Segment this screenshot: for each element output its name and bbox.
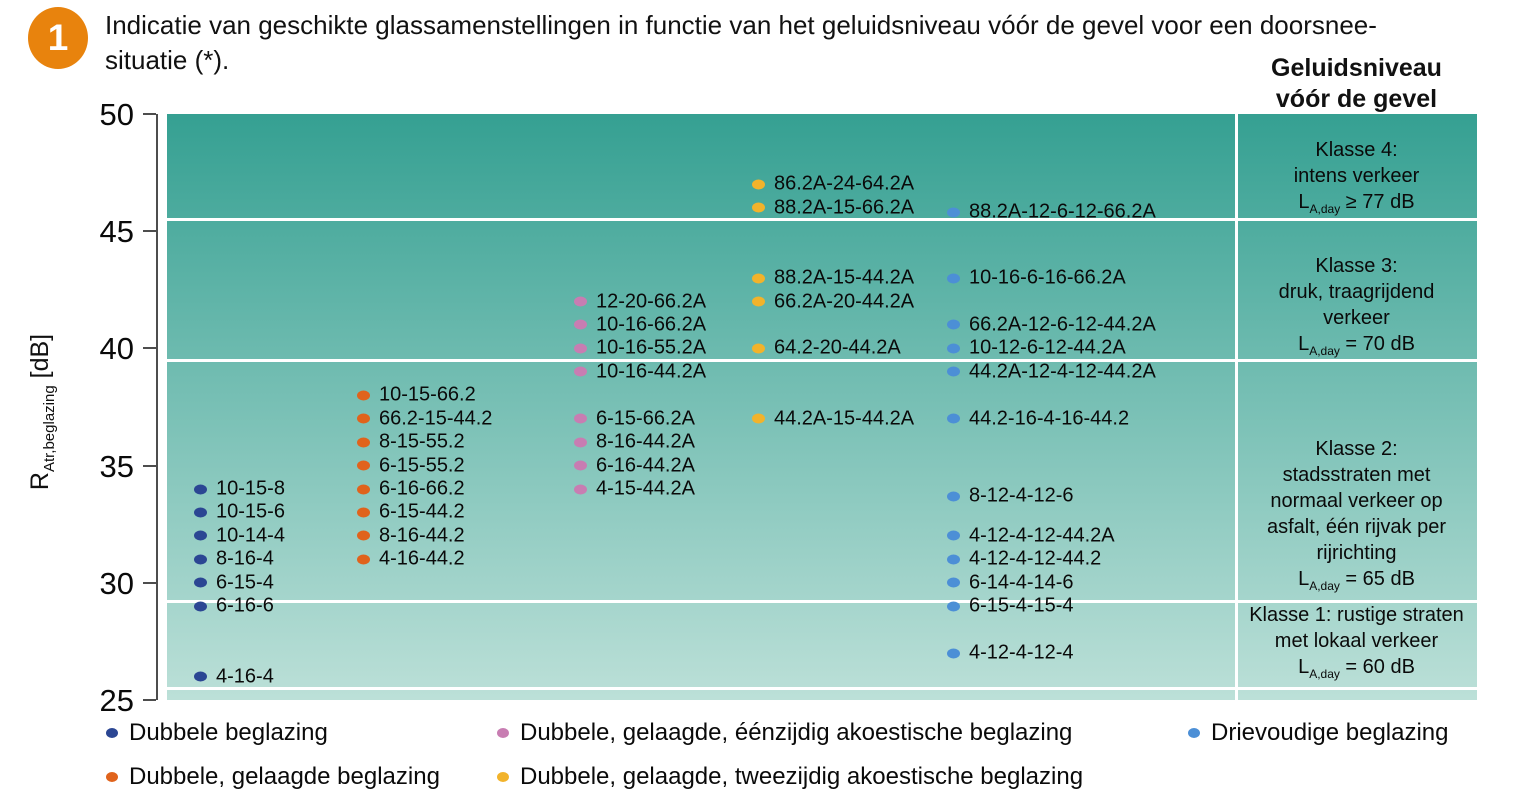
data-point-dot xyxy=(947,320,960,330)
data-point-dot xyxy=(752,297,765,307)
y-axis-label-subscript: Atr,beglazing xyxy=(41,385,58,473)
data-point-label: 10-15-8 xyxy=(216,477,285,500)
y-tick-mark xyxy=(143,347,156,349)
figure-number-badge: 1 xyxy=(28,7,88,69)
data-point-label: 6-15-4-15-4 xyxy=(969,594,1074,617)
data-point-dot xyxy=(194,484,207,494)
data-point-dot xyxy=(752,273,765,283)
data-point-label: 44.2A-15-44.2A xyxy=(774,407,915,430)
data-point-dot xyxy=(947,531,960,541)
y-tick-mark xyxy=(143,113,156,115)
y-tick-mark xyxy=(143,582,156,584)
data-point xyxy=(947,571,1074,594)
data-point xyxy=(947,337,1126,360)
data-point-dot xyxy=(357,531,370,541)
data-point xyxy=(357,524,465,547)
y-tick-label: 35 xyxy=(99,448,134,484)
data-point-label: 44.2-16-4-16-44.2 xyxy=(969,407,1130,430)
data-point xyxy=(357,501,465,524)
class-band-text-line: asfalt, één rijvak per xyxy=(1267,515,1446,538)
legend-label: Dubbele beglazing xyxy=(129,719,328,746)
data-point-dot xyxy=(752,203,765,213)
figure-title-line-2: situatie (*). xyxy=(105,45,230,75)
data-point xyxy=(574,478,695,501)
legend-item xyxy=(1188,719,1449,747)
y-axis-label xyxy=(26,334,58,490)
data-point xyxy=(947,642,1074,665)
data-point-dot xyxy=(947,554,960,564)
data-point-dot xyxy=(574,297,587,307)
y-axis-line xyxy=(156,114,158,700)
data-point-label: 6-16-44.2A xyxy=(596,454,695,477)
data-point-label: 4-16-4 xyxy=(216,665,274,688)
data-point xyxy=(752,407,914,430)
data-point xyxy=(574,360,706,383)
data-point-dot xyxy=(947,367,960,377)
data-point-dot xyxy=(947,578,960,588)
data-point-dot xyxy=(357,414,370,424)
data-point xyxy=(357,431,465,454)
data-point-dot xyxy=(947,601,960,611)
class-band-text-line: rijrichting xyxy=(1316,541,1397,564)
sound-level-column-header xyxy=(1236,53,1477,115)
class-band-level-line: $L_{A,day} = 65$ dB xyxy=(1298,567,1415,593)
data-point-dot xyxy=(947,343,960,353)
data-point xyxy=(574,290,706,313)
class-band-level-line: $L_{A,day} \ge 77$ dB xyxy=(1298,191,1415,217)
data-point-label: 4-12-4-12-4 xyxy=(969,641,1074,664)
data-point-label: 4-16-44.2 xyxy=(379,547,465,570)
data-point xyxy=(947,548,1101,571)
y-tick-label: 30 xyxy=(99,565,134,601)
class-band-text-line: Klasse 4: xyxy=(1315,139,1398,162)
data-point-dot xyxy=(752,343,765,353)
data-point-dot xyxy=(194,507,207,517)
data-point-label: 44.2A-12-4-12-44.2A xyxy=(969,360,1156,383)
data-point-dot xyxy=(357,437,370,447)
data-point-label: 8-15-55.2 xyxy=(379,430,465,453)
data-point xyxy=(357,548,465,571)
data-point xyxy=(574,313,706,336)
data-point-dot xyxy=(574,437,587,447)
data-point xyxy=(947,360,1156,383)
legend-dot xyxy=(497,728,509,738)
legend-item xyxy=(497,763,1083,791)
data-point xyxy=(947,595,1074,618)
data-point-label: 66.2A-20-44.2A xyxy=(774,290,915,313)
data-point-label: 6-15-55.2 xyxy=(379,454,465,477)
data-point-dot xyxy=(947,273,960,283)
data-point-label: 8-16-4 xyxy=(216,547,274,570)
data-point xyxy=(357,384,476,407)
data-point-label: 6-16-66.2 xyxy=(379,477,465,500)
class-band-text-line: stadsstraten met xyxy=(1282,463,1431,486)
data-point-label: 12-20-66.2A xyxy=(596,290,707,313)
data-point-label: 10-15-66.2 xyxy=(379,383,476,406)
data-point-dot xyxy=(947,648,960,658)
data-point xyxy=(947,313,1156,336)
data-point xyxy=(194,548,274,571)
data-point xyxy=(752,290,914,313)
sound-level-header-line-1: Geluidsniveau xyxy=(1271,54,1442,82)
data-point-label: 88.2A-12-6-12-66.2A xyxy=(969,200,1156,223)
legend-dot xyxy=(1188,728,1200,738)
legend-label: Dubbele, gelaagde, éénzijdig akoestische beglazing xyxy=(520,719,1073,746)
data-point-dot xyxy=(357,507,370,517)
class-band-text-line: normaal verkeer op xyxy=(1270,489,1443,512)
data-point-dot xyxy=(357,484,370,494)
data-point xyxy=(357,454,465,477)
y-tick-label: 25 xyxy=(99,683,134,718)
data-point-label: 88.2A-15-44.2A xyxy=(774,266,915,289)
data-point xyxy=(194,524,285,547)
data-point-label: 8-16-44.2 xyxy=(379,524,465,547)
data-point-label: 8-12-4-12-6 xyxy=(969,484,1074,507)
legend-dot xyxy=(106,728,118,738)
data-point-label: 10-14-4 xyxy=(216,524,285,547)
data-point xyxy=(574,407,695,430)
data-point-label: 88.2A-15-66.2A xyxy=(774,196,915,219)
class-band-text-line: Klasse 1: rustige straten xyxy=(1249,604,1464,627)
figure-title xyxy=(105,8,1377,78)
y-tick-label: 50 xyxy=(99,97,134,132)
class-band-text-line: met lokaal verkeer xyxy=(1274,630,1439,653)
legend-item xyxy=(106,763,440,791)
data-point xyxy=(752,173,914,196)
data-point-label: 10-15-6 xyxy=(216,500,285,523)
data-point xyxy=(947,267,1126,290)
data-point-label: 66.2A-12-6-12-44.2A xyxy=(969,313,1156,336)
y-tick-label: 40 xyxy=(99,331,134,367)
class-band-text-line: druk, traagrijdend xyxy=(1278,281,1435,304)
data-point xyxy=(947,201,1156,224)
figure-title-line-1: Indicatie van geschikte glassamenstellingen in functie van het geluidsniveau vóór de gevel voor een doorsnee- xyxy=(105,10,1377,40)
data-point xyxy=(194,501,285,524)
class-band-level-line: $L_{A,day} = 60$ dB xyxy=(1298,656,1415,682)
data-point-dot xyxy=(752,414,765,424)
data-point xyxy=(752,196,914,219)
data-point xyxy=(752,337,901,360)
data-point-dot xyxy=(357,390,370,400)
data-point-dot xyxy=(947,414,960,424)
sound-level-header-line-2: vóór de gevel xyxy=(1275,85,1438,113)
data-point-label: 4-12-4-12-44.2 xyxy=(969,547,1102,570)
y-tick-mark xyxy=(143,230,156,232)
y-axis-label-unit: [dB] xyxy=(26,333,54,386)
legend-item xyxy=(497,719,1072,747)
y-tick-mark xyxy=(143,699,156,701)
data-point-label: 6-15-44.2 xyxy=(379,500,465,523)
data-point-label: 10-16-55.2A xyxy=(596,336,707,359)
data-point-dot xyxy=(574,367,587,377)
legend-item xyxy=(106,719,328,747)
data-point-label: 86.2A-24-64.2A xyxy=(774,172,915,195)
class-band-text-line: intens verkeer xyxy=(1293,165,1420,188)
data-point xyxy=(752,267,914,290)
data-point-dot xyxy=(194,578,207,588)
plot-area xyxy=(167,114,1477,700)
data-point-dot xyxy=(194,601,207,611)
data-point-label: 10-16-66.2A xyxy=(596,313,707,336)
data-point xyxy=(194,571,274,594)
class-band-text xyxy=(1236,219,1477,360)
data-point xyxy=(357,478,465,501)
data-point xyxy=(574,454,695,477)
data-point-label: 6-16-6 xyxy=(216,594,274,617)
data-point-label: 8-16-44.2A xyxy=(596,430,695,453)
data-point-dot xyxy=(194,531,207,541)
legend-label: Dubbele, gelaagde, tweezijdig akoestische beglazing xyxy=(520,763,1084,790)
legend-label: Drievoudige beglazing xyxy=(1211,719,1449,746)
data-point-dot xyxy=(947,491,960,501)
data-point-dot xyxy=(947,207,960,217)
class-band-level-line: $L_{A,day} = 70$ dB xyxy=(1298,333,1415,359)
data-point-label: 66.2-15-44.2 xyxy=(379,407,493,430)
y-axis-label-base: R xyxy=(26,472,54,491)
data-point xyxy=(194,595,274,618)
data-point-label: 10-12-6-12-44.2A xyxy=(969,336,1126,359)
class-band-text-line: Klasse 2: xyxy=(1315,437,1398,460)
class-band-text xyxy=(1236,360,1477,601)
data-point-label: 4-12-4-12-44.2A xyxy=(969,524,1115,547)
data-point-dot xyxy=(574,461,587,471)
y-tick-label: 45 xyxy=(99,214,134,250)
data-point-dot xyxy=(194,672,207,682)
legend-dot xyxy=(497,772,509,782)
legend-dot xyxy=(106,772,118,782)
data-point-dot xyxy=(574,414,587,424)
data-point-dot xyxy=(574,343,587,353)
class-band-text-line: verkeer xyxy=(1323,307,1390,330)
data-point-dot xyxy=(752,179,765,189)
data-point-label: 6-15-66.2A xyxy=(596,407,695,430)
data-point-dot xyxy=(574,320,587,330)
data-point xyxy=(574,431,695,454)
data-point-label: 6-14-4-14-6 xyxy=(969,571,1074,594)
data-point xyxy=(357,407,492,430)
data-point-dot xyxy=(357,554,370,564)
data-point-dot xyxy=(357,461,370,471)
class-band-text xyxy=(1236,114,1477,219)
data-point-label: 10-16-6-16-66.2A xyxy=(969,266,1126,289)
data-point xyxy=(947,407,1129,430)
data-point-label: 4-15-44.2A xyxy=(596,477,695,500)
data-point-label: 64.2-20-44.2A xyxy=(774,336,901,359)
class-band-text-line: Klasse 3: xyxy=(1315,255,1398,278)
data-point xyxy=(194,665,274,688)
data-point xyxy=(194,478,285,501)
data-point xyxy=(947,485,1074,508)
data-point-label: 6-15-4 xyxy=(216,571,274,594)
data-point xyxy=(574,337,706,360)
class-band-text xyxy=(1236,602,1477,689)
data-point-dot xyxy=(574,484,587,494)
data-point-label: 10-16-44.2A xyxy=(596,360,707,383)
data-point-dot xyxy=(194,554,207,564)
y-tick-mark xyxy=(143,465,156,467)
legend-label: Dubbele, gelaagde beglazing xyxy=(129,763,440,790)
data-point xyxy=(947,524,1115,547)
